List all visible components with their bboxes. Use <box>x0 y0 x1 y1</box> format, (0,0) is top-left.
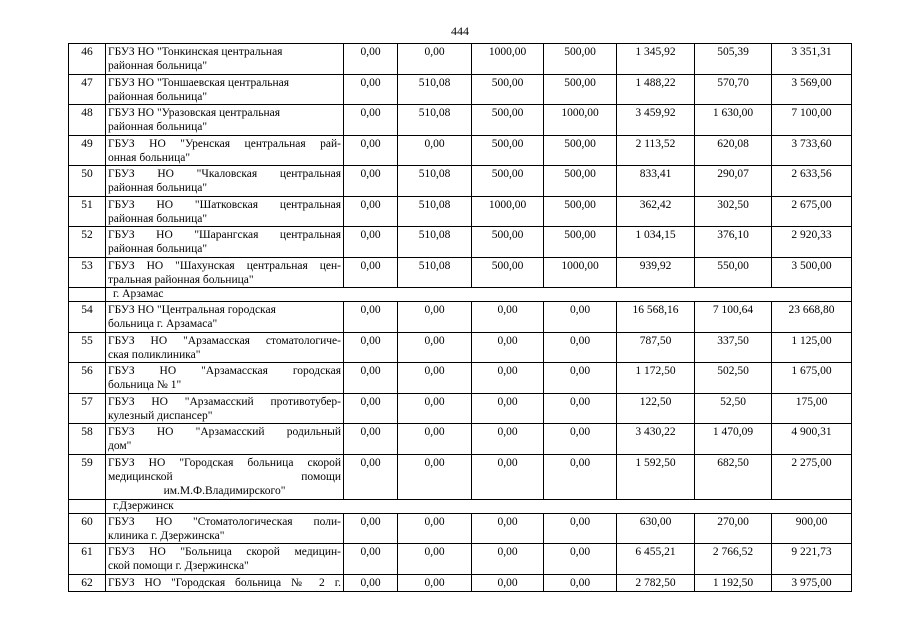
table-row <box>69 363 852 394</box>
table-row <box>69 513 852 544</box>
institution-name <box>106 332 344 363</box>
amount-cell: 0,00 <box>472 424 544 455</box>
amount-cell: 0,00 <box>344 513 398 544</box>
amount-cell: 500,00 <box>544 135 617 166</box>
row-number: 47 <box>69 74 106 105</box>
amount-cell: 0,00 <box>344 363 398 394</box>
row-number: 50 <box>69 166 106 197</box>
institution-name-line: районная больница" <box>108 243 208 255</box>
row-number: 54 <box>69 302 106 333</box>
institution-name-line: ГБУЗ НО "Уразовская центральная <box>108 107 281 119</box>
institution-name-line: районная больница" <box>108 182 208 194</box>
amount-cell: 0,00 <box>398 513 472 544</box>
amount-cell: 3 459,92 <box>617 105 695 136</box>
amount-cell: 175,00 <box>772 393 852 424</box>
amount-cell: 0,00 <box>344 424 398 455</box>
amount-cell: 9 221,73 <box>772 544 852 575</box>
amount-cell: 0,00 <box>344 227 398 258</box>
amount-cell: 0,00 <box>344 393 398 424</box>
section-label: г.Дзержинск <box>106 499 852 513</box>
amount-cell: 0,00 <box>398 44 472 75</box>
amount-cell: 550,00 <box>695 257 772 288</box>
amount-cell: 0,00 <box>472 544 544 575</box>
institution-name-line: ГБУЗ НО "Шатковская центральная <box>108 198 341 211</box>
institution-name-line: им.М.Ф.Владимирского" <box>163 484 286 497</box>
amount-cell: 500,00 <box>472 135 544 166</box>
amount-cell: 0,00 <box>472 513 544 544</box>
amount-cell: 23 668,80 <box>772 302 852 333</box>
amount-cell: 1 488,22 <box>617 74 695 105</box>
table-row <box>69 44 852 75</box>
row-number: 62 <box>69 574 106 591</box>
institution-name-line: тральная районная больница" <box>108 273 254 286</box>
amount-cell: 16 568,16 <box>617 302 695 333</box>
institution-name-line: ГБУЗ НО "Арзамасская стоматологиче- <box>108 334 341 347</box>
amount-cell: 833,41 <box>617 166 695 197</box>
section-label: г. Арзамас <box>106 288 852 302</box>
section-number-cell <box>69 288 106 302</box>
amount-cell: 2 920,33 <box>772 227 852 258</box>
institution-name <box>106 135 344 166</box>
institution-name <box>106 363 344 394</box>
amount-cell: 0,00 <box>344 74 398 105</box>
amount-cell: 0,00 <box>344 196 398 227</box>
row-number: 53 <box>69 257 106 288</box>
amount-cell: 500,00 <box>472 227 544 258</box>
amount-cell: 0,00 <box>398 332 472 363</box>
amount-cell: 0,00 <box>344 574 398 591</box>
amount-cell: 3 733,60 <box>772 135 852 166</box>
table-row <box>69 257 852 288</box>
institution-name-line: ГБУЗ НО "Центральная городская <box>108 304 276 316</box>
funding-table <box>68 43 852 592</box>
institution-name <box>106 74 344 105</box>
row-number: 49 <box>69 135 106 166</box>
institution-name-line: ГБУЗ НО "Уренская центральная рай- <box>108 137 341 150</box>
amount-cell: 2 275,00 <box>772 454 852 499</box>
amount-cell: 3 569,00 <box>772 74 852 105</box>
amount-cell: 0,00 <box>398 393 472 424</box>
amount-cell: 0,00 <box>398 363 472 394</box>
row-number: 48 <box>69 105 106 136</box>
institution-name-line: ской помощи г. Дзержинска" <box>108 560 249 572</box>
institution-name-line: ГБУЗ НО "Чкаловская центральная <box>108 168 341 180</box>
institution-name-line: кулезный диспансер" <box>108 409 213 422</box>
institution-name <box>106 424 344 455</box>
amount-cell: 1000,00 <box>544 257 617 288</box>
amount-cell: 0,00 <box>398 574 472 591</box>
institution-name <box>106 544 344 575</box>
amount-cell: 0,00 <box>398 424 472 455</box>
amount-cell: 900,00 <box>772 513 852 544</box>
amount-cell: 1000,00 <box>472 44 544 75</box>
institution-name-line: ГБУЗ НО "Шахунская центральная цен- <box>108 259 341 272</box>
amount-cell: 0,00 <box>398 544 472 575</box>
amount-cell: 939,92 <box>617 257 695 288</box>
amount-cell: 1 034,15 <box>617 227 695 258</box>
table-row <box>69 393 852 424</box>
amount-cell: 7 100,00 <box>772 105 852 136</box>
amount-cell: 0,00 <box>472 332 544 363</box>
amount-cell: 2 113,52 <box>617 135 695 166</box>
amount-cell: 500,00 <box>472 74 544 105</box>
institution-name-line: ГБУЗ НО "Больница скорой медицин- <box>108 546 341 558</box>
table-row <box>69 227 852 258</box>
institution-name-line: ская поликлиника" <box>108 348 201 361</box>
amount-cell: 0,00 <box>544 544 617 575</box>
row-number: 57 <box>69 393 106 424</box>
amount-cell: 2 633,56 <box>772 166 852 197</box>
institution-name-line: районная больница" <box>108 90 208 103</box>
row-number: 61 <box>69 544 106 575</box>
amount-cell: 630,00 <box>617 513 695 544</box>
institution-name-line: ГБУЗ НО "Тоншаевская центральная <box>108 76 289 89</box>
amount-cell: 0,00 <box>544 454 617 499</box>
amount-cell: 1 345,92 <box>617 44 695 75</box>
amount-cell: 337,50 <box>695 332 772 363</box>
table-row <box>69 302 852 333</box>
institution-name-line: районная больница" <box>108 212 208 225</box>
institution-name <box>106 196 344 227</box>
amount-cell: 1 172,50 <box>617 363 695 394</box>
amount-cell: 500,00 <box>544 166 617 197</box>
amount-cell: 0,00 <box>344 544 398 575</box>
institution-name-line: дом" <box>108 440 132 452</box>
institution-name-line: ГБУЗ НО "Шарангская центральная <box>108 229 341 241</box>
amount-cell: 1000,00 <box>544 105 617 136</box>
amount-cell: 510,08 <box>398 74 472 105</box>
amount-cell: 2 675,00 <box>772 196 852 227</box>
institution-name <box>106 454 344 499</box>
amount-cell: 1000,00 <box>472 196 544 227</box>
section-number-cell <box>69 499 106 513</box>
amount-cell: 302,50 <box>695 196 772 227</box>
row-number: 52 <box>69 227 106 258</box>
amount-cell: 290,07 <box>695 166 772 197</box>
amount-cell: 0,00 <box>544 302 617 333</box>
amount-cell: 270,00 <box>695 513 772 544</box>
amount-cell: 0,00 <box>344 44 398 75</box>
table-row <box>69 166 852 197</box>
institution-name <box>106 574 344 591</box>
amount-cell: 510,08 <box>398 196 472 227</box>
amount-cell: 4 900,31 <box>772 424 852 455</box>
amount-cell: 500,00 <box>472 257 544 288</box>
amount-cell: 510,08 <box>398 227 472 258</box>
amount-cell: 1 125,00 <box>772 332 852 363</box>
amount-cell: 500,00 <box>544 196 617 227</box>
amount-cell: 1 630,00 <box>695 105 772 136</box>
amount-cell: 2 782,50 <box>617 574 695 591</box>
amount-cell: 0,00 <box>544 424 617 455</box>
institution-name-line: больница № 1" <box>108 379 182 391</box>
amount-cell: 0,00 <box>344 332 398 363</box>
institution-name <box>106 166 344 197</box>
institution-name-line: медицинской помощи <box>108 470 341 483</box>
institution-name-line: ГБУЗ НО "Тонкинская центральная <box>108 46 283 58</box>
institution-name <box>106 513 344 544</box>
amount-cell: 500,00 <box>544 44 617 75</box>
table-row <box>69 332 852 363</box>
amount-cell: 0,00 <box>398 454 472 499</box>
amount-cell: 0,00 <box>544 363 617 394</box>
amount-cell: 0,00 <box>544 393 617 424</box>
amount-cell: 510,08 <box>398 166 472 197</box>
institution-name <box>106 302 344 333</box>
amount-cell: 0,00 <box>344 105 398 136</box>
institution-name <box>106 257 344 288</box>
table-row <box>69 424 852 455</box>
amount-cell: 0,00 <box>344 257 398 288</box>
amount-cell: 0,00 <box>398 135 472 166</box>
row-number: 56 <box>69 363 106 394</box>
institution-name-line: ГБУЗ НО "Городская больница № 2 г. <box>108 576 341 589</box>
institution-name-line: больница г. Арзамаса" <box>108 318 218 330</box>
amount-cell: 3 430,22 <box>617 424 695 455</box>
amount-cell: 0,00 <box>472 574 544 591</box>
institution-name-line: клиника г. Дзержинска" <box>108 529 225 542</box>
row-number: 46 <box>69 44 106 75</box>
table-row <box>69 196 852 227</box>
amount-cell: 500,00 <box>544 74 617 105</box>
amount-cell: 52,50 <box>695 393 772 424</box>
section-row <box>69 288 852 302</box>
table-row <box>69 454 852 499</box>
table-body <box>69 44 852 592</box>
amount-cell: 0,00 <box>544 574 617 591</box>
institution-name-line: районная больница" <box>108 121 208 133</box>
amount-cell: 0,00 <box>472 393 544 424</box>
amount-cell: 502,50 <box>695 363 772 394</box>
table-row <box>69 574 852 591</box>
amount-cell: 787,50 <box>617 332 695 363</box>
amount-cell: 0,00 <box>472 363 544 394</box>
amount-cell: 0,00 <box>398 302 472 333</box>
row-number: 59 <box>69 454 106 499</box>
amount-cell: 3 500,00 <box>772 257 852 288</box>
amount-cell: 510,08 <box>398 257 472 288</box>
table-row <box>69 544 852 575</box>
amount-cell: 0,00 <box>344 302 398 333</box>
amount-cell: 2 766,52 <box>695 544 772 575</box>
amount-cell: 510,08 <box>398 105 472 136</box>
amount-cell: 0,00 <box>544 513 617 544</box>
institution-name-line: ГБУЗ НО "Арзамасский родильный <box>108 426 341 438</box>
amount-cell: 0,00 <box>472 302 544 333</box>
institution-name-line: ГБУЗ НО "Арзамасская городская <box>108 365 341 377</box>
amount-cell: 362,42 <box>617 196 695 227</box>
amount-cell: 7 100,64 <box>695 302 772 333</box>
institution-name-line: онная больница" <box>108 151 191 164</box>
institution-name <box>106 105 344 136</box>
amount-cell: 500,00 <box>472 166 544 197</box>
amount-cell: 570,70 <box>695 74 772 105</box>
institution-name <box>106 393 344 424</box>
amount-cell: 376,10 <box>695 227 772 258</box>
amount-cell: 682,50 <box>695 454 772 499</box>
institution-name-line: ГБУЗ НО "Арзамасский противотубер- <box>108 395 341 408</box>
amount-cell: 6 455,21 <box>617 544 695 575</box>
amount-cell: 0,00 <box>472 454 544 499</box>
table-row <box>69 105 852 136</box>
amount-cell: 1 592,50 <box>617 454 695 499</box>
amount-cell: 1 470,09 <box>695 424 772 455</box>
institution-name-line: ГБУЗ НО "Городская больница скорой <box>108 456 341 469</box>
institution-name <box>106 227 344 258</box>
amount-cell: 0,00 <box>344 135 398 166</box>
amount-cell: 500,00 <box>472 105 544 136</box>
amount-cell: 500,00 <box>544 227 617 258</box>
row-number: 60 <box>69 513 106 544</box>
institution-name <box>106 44 344 75</box>
amount-cell: 620,08 <box>695 135 772 166</box>
amount-cell: 0,00 <box>344 454 398 499</box>
row-number: 58 <box>69 424 106 455</box>
table-row <box>69 135 852 166</box>
amount-cell: 0,00 <box>544 332 617 363</box>
page-number: 444 <box>451 24 469 38</box>
institution-name-line: районная больница" <box>108 60 208 72</box>
amount-cell: 1 675,00 <box>772 363 852 394</box>
institution-name-line: ГБУЗ НО "Стоматологическая поли- <box>108 515 341 528</box>
row-number: 55 <box>69 332 106 363</box>
amount-cell: 122,50 <box>617 393 695 424</box>
amount-cell: 3 351,31 <box>772 44 852 75</box>
row-number: 51 <box>69 196 106 227</box>
amount-cell: 1 192,50 <box>695 574 772 591</box>
section-row <box>69 499 852 513</box>
table-row <box>69 74 852 105</box>
amount-cell: 0,00 <box>344 166 398 197</box>
amount-cell: 505,39 <box>695 44 772 75</box>
amount-cell: 3 975,00 <box>772 574 852 591</box>
